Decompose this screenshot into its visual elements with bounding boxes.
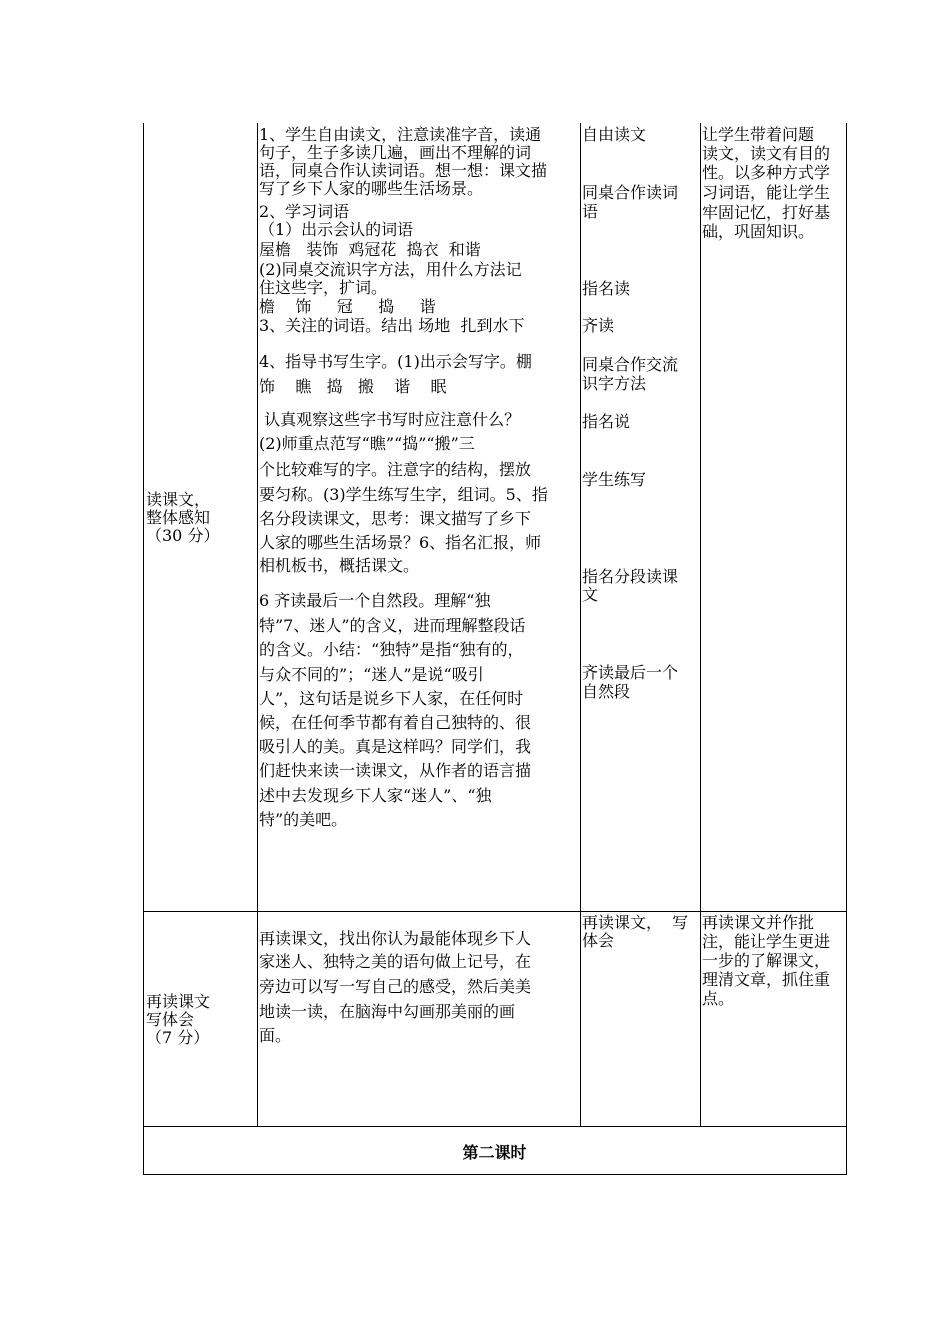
row-divider-1 <box>143 911 847 912</box>
intent-line: 点。 <box>702 989 735 1008</box>
content-line: 旁边可以写一写自己的感受，然后美美 <box>259 977 532 996</box>
activity-line: 文 <box>582 585 599 604</box>
activity-line: 自由读文 <box>582 125 647 144</box>
content-line: 面。 <box>259 1026 292 1045</box>
stage-label-line: 写体会 <box>146 1010 195 1029</box>
content-line: （1）出示会认的词语 <box>259 220 414 239</box>
content-line: 句子，生子多读几遍，画出不理解的词 <box>259 143 532 162</box>
content-line: 名分段读课文，思考：课文描写了乡下 <box>259 509 532 528</box>
content-line: 认真观察这些字书写时应注意什么？ <box>259 410 521 429</box>
content-line: 特”的美吧。 <box>259 810 348 829</box>
content-line: 写了乡下人家的哪些生活场景。 <box>259 179 484 198</box>
stage-label-line: 读课文， <box>146 490 211 509</box>
stage-label-line: （30 分） <box>146 526 220 545</box>
column-divider-3 <box>700 123 701 1126</box>
content-line: 饰 瞧 捣 搬 谐 眠 <box>259 377 447 396</box>
intent-line: 让学生带着问题 <box>702 125 815 144</box>
intent-line: 注，能让学生更进 <box>702 932 831 951</box>
content-line: 吸引人的美。真是这样吗？同学们，我 <box>259 737 532 756</box>
table-right-border <box>846 123 847 1175</box>
content-line: 相机板书，概括课文。 <box>259 556 420 575</box>
intent-line: 再读课文并作批 <box>702 913 815 932</box>
intent-line: 习词语，能让学生 <box>702 183 831 202</box>
content-line: 2、学习词语 <box>259 202 350 221</box>
intent-line: 础，巩固知识。 <box>702 222 815 241</box>
content-line: 6 齐读最后一个自然段。理解“独 <box>259 591 491 610</box>
table-bottom-border <box>143 1174 847 1175</box>
content-line: 人家的哪些生活场景？6、指名汇报，师 <box>259 533 542 552</box>
activity-line: 学生练写 <box>582 470 647 489</box>
content-line: 们赶快来读一读课文，从作者的语言描 <box>259 761 532 780</box>
intent-line: 理清文章，抓住重 <box>702 970 831 989</box>
content-line: 的含义。小结：“独特”是指“独有的， <box>259 640 524 659</box>
stage-label-line: 整体感知 <box>146 508 211 527</box>
stage-label-line: 再读课文 <box>146 992 211 1011</box>
activity-line: 指名说 <box>582 412 631 431</box>
content-line: 与众不同的”；“迷人”是说“吸引 <box>259 665 484 684</box>
intent-line: 牢固记忆，打好基 <box>702 203 831 222</box>
activity-line: 齐读 <box>582 316 615 335</box>
content-line: 述中去发现乡下人家“迷人”、“独 <box>259 786 492 805</box>
activity-line: 齐读最后一个 <box>582 663 679 682</box>
content-line: 语，同桌合作认读词语。想一想：课文描 <box>259 161 548 180</box>
activity-line: 再读课文， 写 <box>582 913 689 932</box>
content-line: 再读课文，找出你认为最能体现乡下人 <box>259 929 532 948</box>
activity-line: 自然段 <box>582 682 631 701</box>
activity-line: 语 <box>582 202 599 221</box>
second-lesson-heading: 第二课时 <box>462 1143 527 1162</box>
content-line: 4、指导书写生字。(1)出示会写字。棚 <box>259 352 532 371</box>
content-line: 候，在任何季节都有着自己独特的、很 <box>259 713 532 732</box>
table-left-border <box>143 123 144 1175</box>
stage-label-line: （7 分） <box>146 1028 210 1047</box>
content-line: 住这些字，扩词。 <box>259 278 388 297</box>
content-line: (2)同桌交流识字方法，用什么方法记 <box>259 260 522 279</box>
content-line: 地读一读，在脑海中勾画那美丽的画 <box>259 1002 516 1021</box>
content-line: 3、关注的词语。结出 场地 扎到水下 <box>259 316 525 335</box>
intent-line: 性。以多种方式学 <box>702 163 831 182</box>
content-line: (2)师重点范写“瞧”“捣”“搬”三 <box>259 434 475 453</box>
content-line: 人”，这句话是说乡下人家，在任何时 <box>259 689 524 708</box>
content-line: 檐 饰 冠 捣 谐 <box>259 297 436 316</box>
content-line: 要匀称。(3)学生练写生字，组词。5、指 <box>259 485 548 504</box>
activity-line: 识字方法 <box>582 374 647 393</box>
content-line: 1、学生自由读文，注意读准字音，读通 <box>259 125 542 144</box>
intent-line: 一步的了解课文， <box>702 951 831 970</box>
row-divider-2 <box>143 1126 847 1127</box>
content-line: 个比较难写的字。注意字的结构，摆放 <box>259 460 532 479</box>
content-line: 特”7、迷人”的含义，进而理解整段话 <box>259 616 526 635</box>
activity-line: 指名读 <box>582 279 631 298</box>
column-divider-2 <box>580 123 581 1126</box>
activity-line: 体会 <box>582 931 615 950</box>
intent-line: 读文，读文有目的 <box>702 144 831 163</box>
content-line: 屋檐 装饰 鸡冠花 捣衣 和谐 <box>259 240 481 259</box>
activity-line: 指名分段读课 <box>582 567 679 586</box>
content-line: 家迷人、独特之美的语句做上记号，在 <box>259 952 532 971</box>
column-divider-1 <box>257 123 258 1126</box>
activity-line: 同桌合作交流 <box>582 355 679 374</box>
activity-line: 同桌合作读词 <box>582 183 679 202</box>
